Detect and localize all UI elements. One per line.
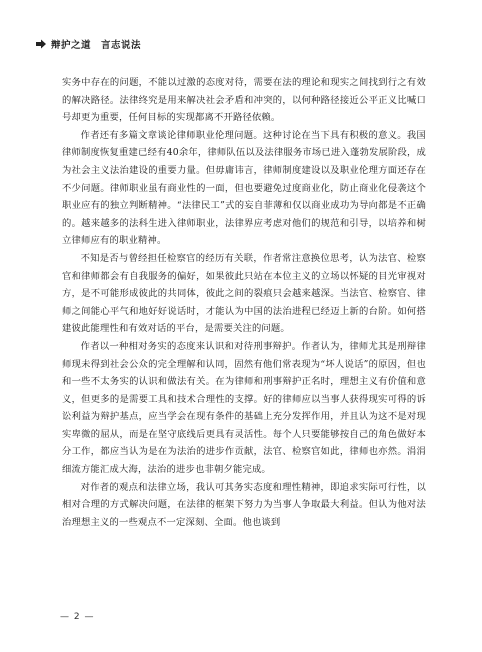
series-title: 辩护之道: [51, 40, 92, 51]
paragraph: 对作者的观点和法律立场，我认可其务实态度和理性精神，即追求实际可行性，以相对合理的方式解决问题，在法律的框架下努力为当事人争取最大利益。但认为他对法治理想主义的一些观点不一定深刻、全面。他也谈到: [62, 481, 426, 528]
paragraph: 实务中存在的问题，不能以过激的态度对待，需要在法的理论和现实之间找到行之有效的解决路径。法律终究是用来解决社会矛盾和冲突的，以何种路径接近公平正义比喊口号却更为重要，任何目标的实现都离不开路径依赖。: [62, 77, 426, 124]
body-text: [62, 74, 426, 531]
paragraph: 作者以一种相对务实的态度来认识和对待刑事辩护。作者认为，律师尤其是刑辩律师现未得到社会公众的完全理解和认同，固然有他们常表现为“坏人说话”的原因，但也和一些不太务实的认识和做法有关。在为律师和刑事辩护正名时，理想主义有价值和意义，但更多的是需要工具和技术合理性的支撑。好的律师应以当事人获得现实可得的诉讼利益为辩护基点，应当学会在现有条件的基础上充分发挥作用，并且认为这不是对现实卑微的屈从，而是在坚守底线后更具有灵活性。每个人只要能够按自己的角色做好本分工作，都应当认为是在为法治的进步作贡献，法官、检察官如此，律师也亦然。涓涓细流方能汇成大海，法治的进步也非朝夕能完成。: [62, 340, 426, 476]
page-number: — 2 —: [60, 612, 95, 622]
paragraph: 不知是否与曾经担任检察官的经历有关联，作者常注意换位思考，认为法官、检察官和律师都会有自我服务的偏好，如果彼此只站在本位主义的立场以怀疑的目光审视对方，是不可能形成彼此的共同体，彼此之间的裂痕只会越来越深。当法官、检察官、律师之间能心平气和地好好说话时，才能认为中国的法治进程已经迈上新的台阶。如何搭建彼此能理性和有效对话的平台，是需要关注的问题。: [62, 252, 426, 335]
running-header: [36, 36, 141, 52]
paragraph: 作者还有多篇文章谈论律师职业伦理问题。这种讨论在当下具有积极的意义。我国律师制度恢复重建已经有40余年，律师队伍以及法律服务市场已进入蓬勃发展阶段，成为社会主义法治建设的重要力量。但毋庸讳言，律师制度建设以及职业伦理方面还存在不少问题。律师职业虽有商业性的一面，但也要避免过度商业化，防止商业化侵袭这个职业应有的独立判断精神。“法律民工”式的妄自菲薄和仅以商业成功为导向都是不正确的。越来越多的法科生进入律师职业，法律界应考虑对他们的规范和引导，以培养和树立律师应有的职业精神。: [62, 129, 426, 247]
arrow-right-icon: [36, 39, 46, 49]
book-title: 言志说法: [101, 40, 142, 51]
